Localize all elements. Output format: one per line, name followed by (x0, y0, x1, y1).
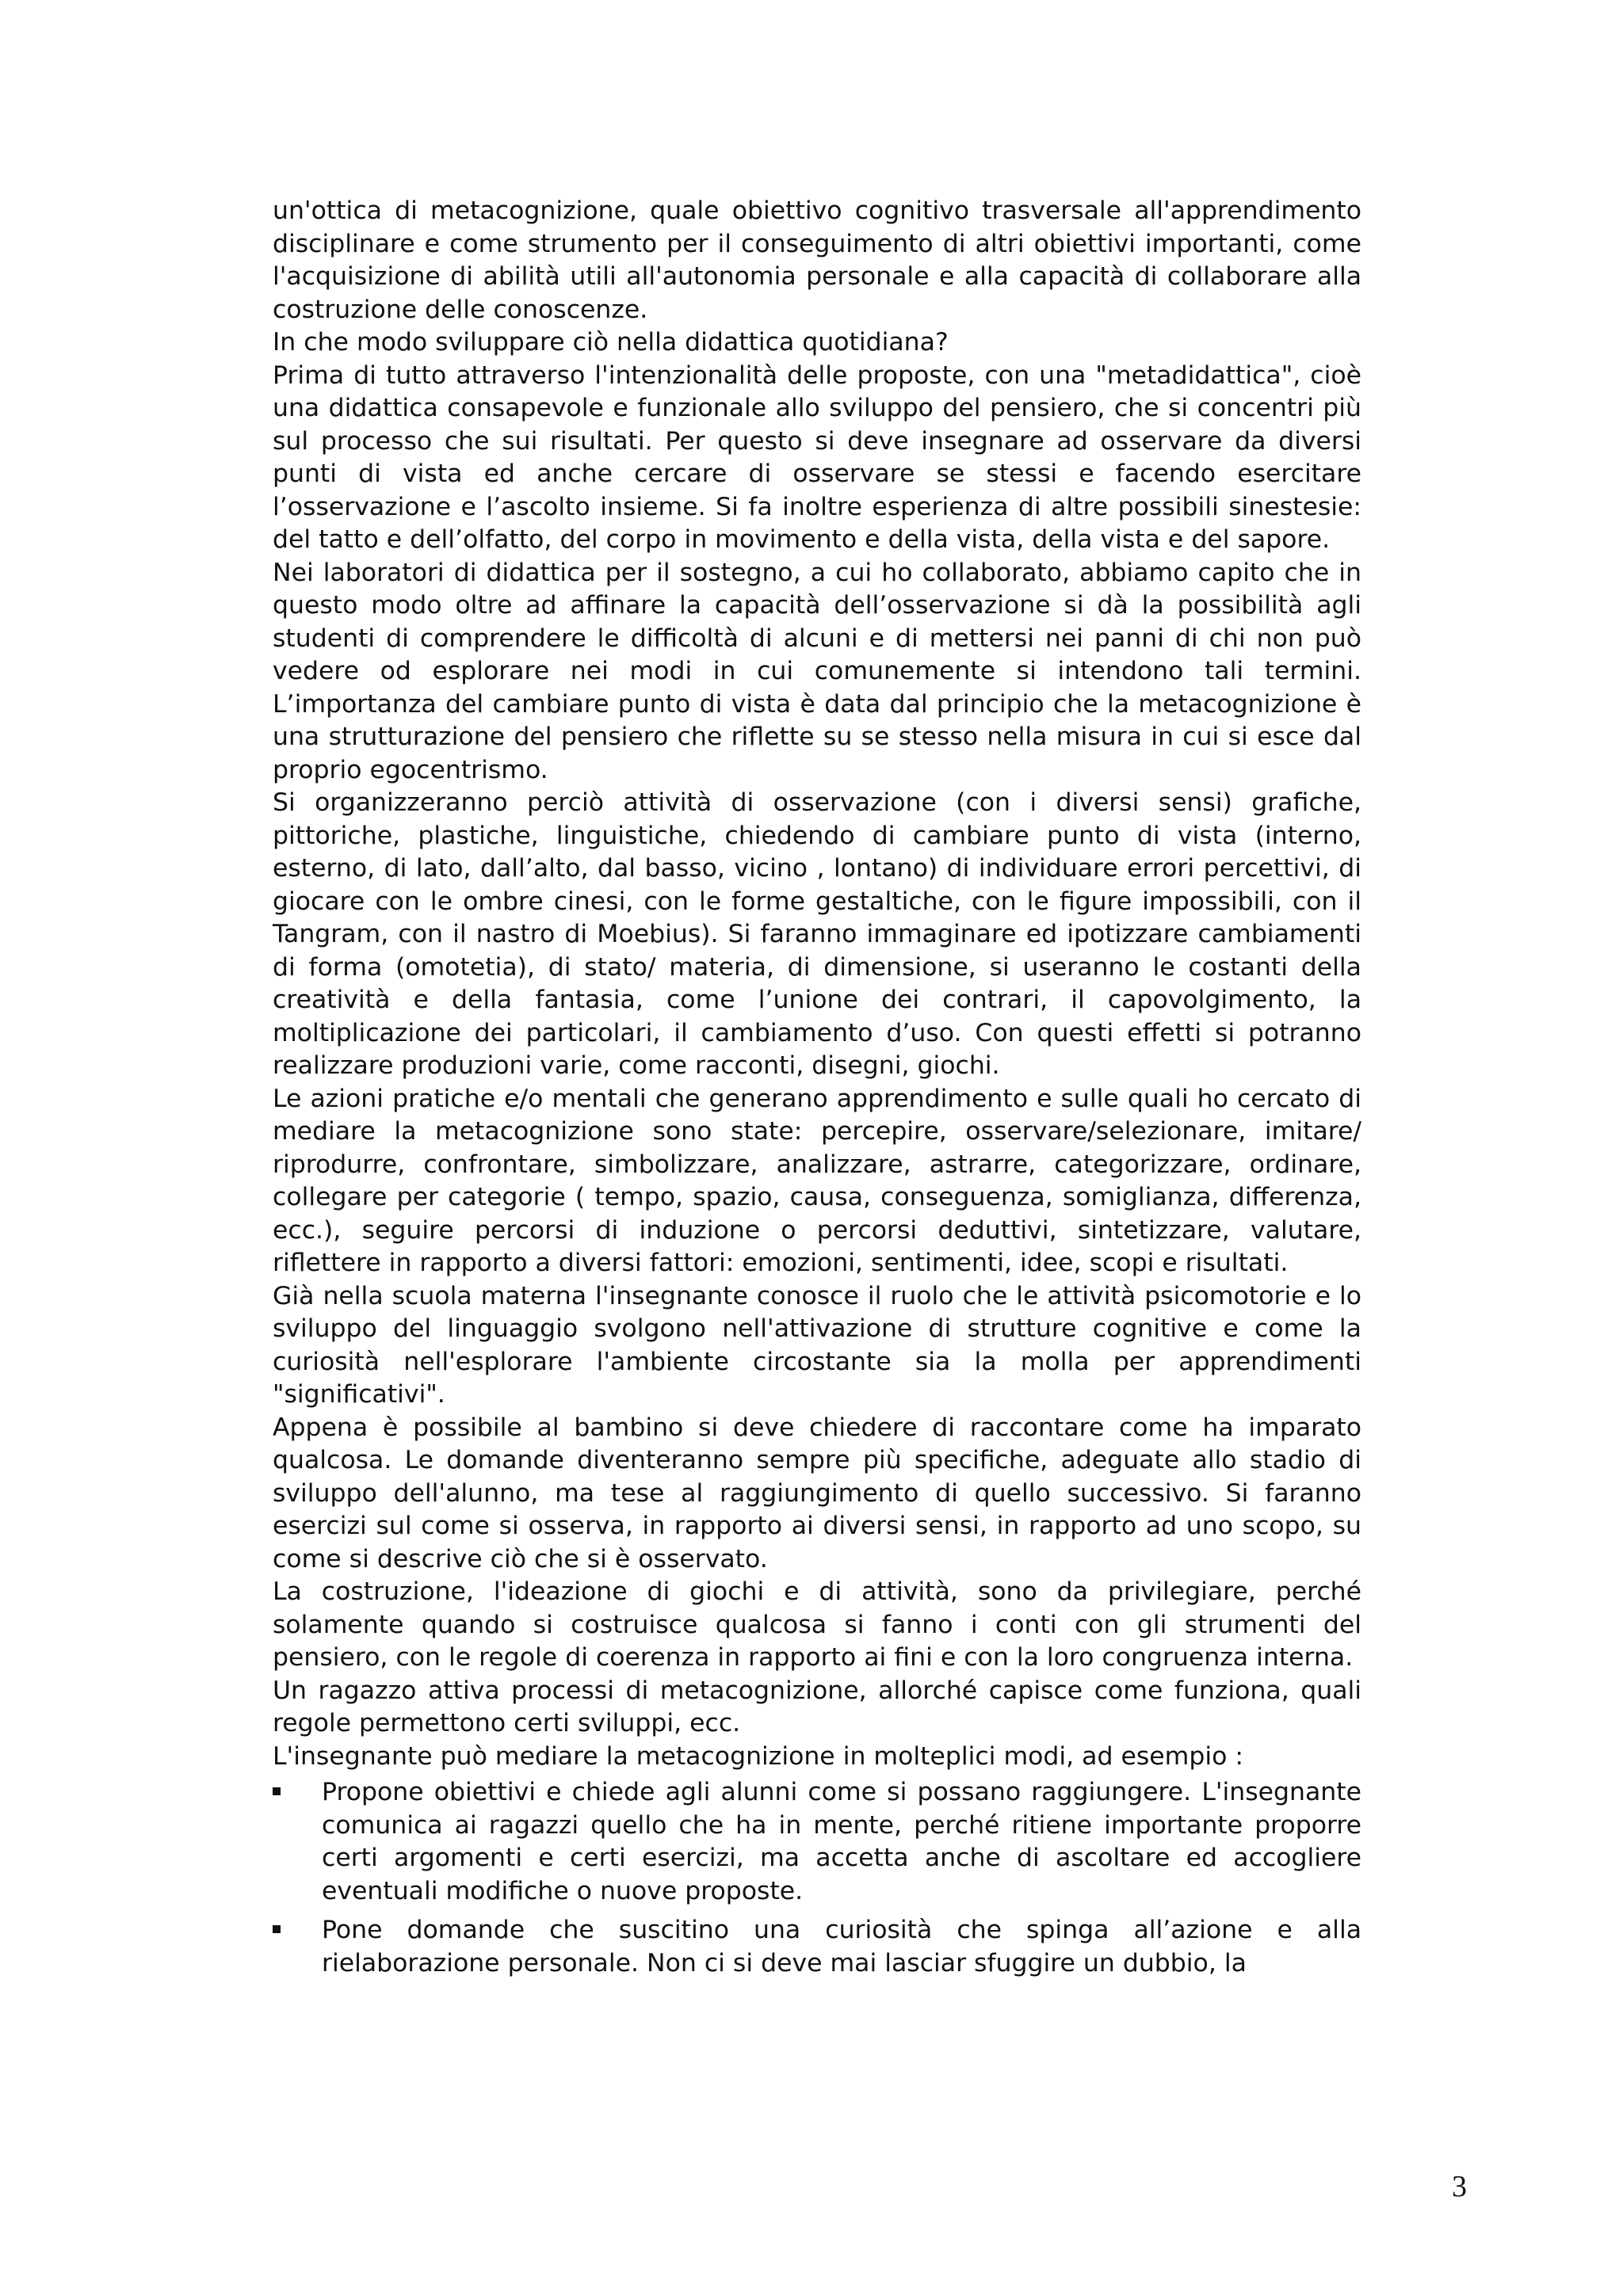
list-item-text: Pone domande che suscitino una curiosità che spinga all’azione e alla rielaborazione personale. Non ci si deve mai lasciar sfuggire un dubbio, la (322, 1916, 1361, 1978)
paragraph: Un ragazzo attiva processi di metacognizione, allorché capisce come funziona, quali regole permettono certi sviluppi, ecc. (273, 1676, 1361, 1737)
square-bullet-icon (273, 1787, 281, 1795)
list-item (273, 1914, 1361, 1980)
paragraph: un'ottica di metacognizione, quale obiettivo cognitivo trasversale all'apprendimento disciplinare e come strumento per il conseguimento di altri obiettivi importanti, come l'acquisizione di abilità utili all'autonomia personale e alla capacità di collaborare alla costruzione delle conoscenze. (273, 196, 1361, 324)
paragraph: Già nella scuola materna l'insegnante conosce il ruolo che le attività psicomotorie e lo sviluppo del linguaggio svolgono nell'attivazione di strutture cognitive e come la curiosità nell'esplorare l'ambiente circostante sia la molla per apprendimenti "significativi". (273, 1281, 1361, 1409)
list-item (273, 1776, 1361, 1908)
paragraph: Appena è possibile al bambino si deve chiedere di raccontare come ha imparato qualcosa. Le domande diventeranno sempre più specifiche, adeguate allo stadio di sviluppo dell'alunno, ma tese al raggiungimento di quello successivo. Si faranno esercizi sul come si osserva, in rapporto ai diversi sensi, in rapporto ad uno scopo, su come si descrive ciò che si è osservato. (273, 1413, 1361, 1573)
paragraph: Prima di tutto attraverso l'intenzionalità delle proposte, con una "metadidattica", cioè una didattica consapevole e funzionale allo sviluppo del pensiero, che si concentri più sul processo che sui risultati. Per questo si deve insegnare ad osservare da diversi punti di vista ed anche cercare di osservare se stessi e facendo esercitare l’osservazione e l’ascolto insieme. Si fa inoltre esperienza di altre possibili sinestesie: del tatto e dell’olfatto, del corpo in movimento e della vista, della vista e del sapore. (273, 360, 1361, 554)
bullet-list (273, 1776, 1361, 1980)
body-text (273, 195, 1361, 1986)
paragraph: Si organizzeranno perciò attività di osservazione (con i diversi sensi) grafiche, pittoriche, plastiche, linguistiche, chiedendo di cambiare punto di vista (interno, esterno, di lato, dall’alto, dal basso, vicino , lontano) di individuare errori percettivi, di giocare con le ombre cinesi, con le forme gestaltiche, con le figure impossibili, con il Tangram, con il nastro di Moebius). Si faranno immaginare ed ipotizzare cambiamenti di forma (omotetia), di stato/ materia, di dimensione, si useranno le costanti della creatività e della fantasia, come l’unione dei contrari, il capovolgimento, la moltiplicazione dei particolari, il cambiamento d’uso. Con questi effetti si potranno realizzare produzioni varie, come racconti, disegni, giochi. (273, 788, 1361, 1080)
paragraph: Nei laboratori di didattica per il sostegno, a cui ho collaborato, abbiamo capito che in questo modo oltre ad affinare la capacità dell’osservazione si dà la possibilità agli studenti di comprendere le difficoltà di alcuni e di mettersi nei panni di chi non può vedere od esplorare nei modi in cui comunemente si intendono tali termini. L’importanza del cambiare punto di vista è data dal principio che la metacognizione è una strutturazione del pensiero che riflette su se stesso nella misura in cui si esce dal proprio egocentrismo. (273, 558, 1361, 784)
square-bullet-icon (273, 1925, 281, 1933)
paragraph: L'insegnante può mediare la metacognizione in molteplici modi, ad esempio : (273, 1741, 1243, 1771)
list-item-text: Propone obiettivi e chiede agli alunni come si possano raggiungere. L'insegnante comunica ai ragazzi quello che ha in mente, perché ritiene importante proporre certi argomenti e certi esercizi, ma accetta anche di ascoltare ed accogliere eventuali modifiche o nuove proposte. (322, 1778, 1361, 1905)
paragraph: Le azioni pratiche e/o mentali che generano apprendimento e sulle quali ho cercato di mediare la metacognizione sono state: percepire, osservare/selezionare, imitare/ riprodurre, confrontare, simbolizzare, analizzare, astrarre, categorizzare, ordinare, collegare per categorie ( tempo, spazio, causa, conseguenza, somiglianza, differenza, ecc.), seguire percorsi di induzione o percorsi deduttivi, sintetizzare, valutare, riflettere in rapporto a diversi fattori: emozioni, sentimenti, idee, scopi e risultati. (273, 1084, 1361, 1277)
paragraph: La costruzione, l'ideazione di giochi e di attività, sono da privilegiare, perché solamente quando si costruisce qualcosa si fanno i conti con gli strumenti del pensiero, con le regole di coerenza in rapporto ai fini e con la loro congruenza interna. (273, 1577, 1361, 1672)
page-number: 3 (1452, 2170, 1467, 2203)
paragraph: In che modo sviluppare ciò nella didattica quotidiana? (273, 328, 949, 357)
